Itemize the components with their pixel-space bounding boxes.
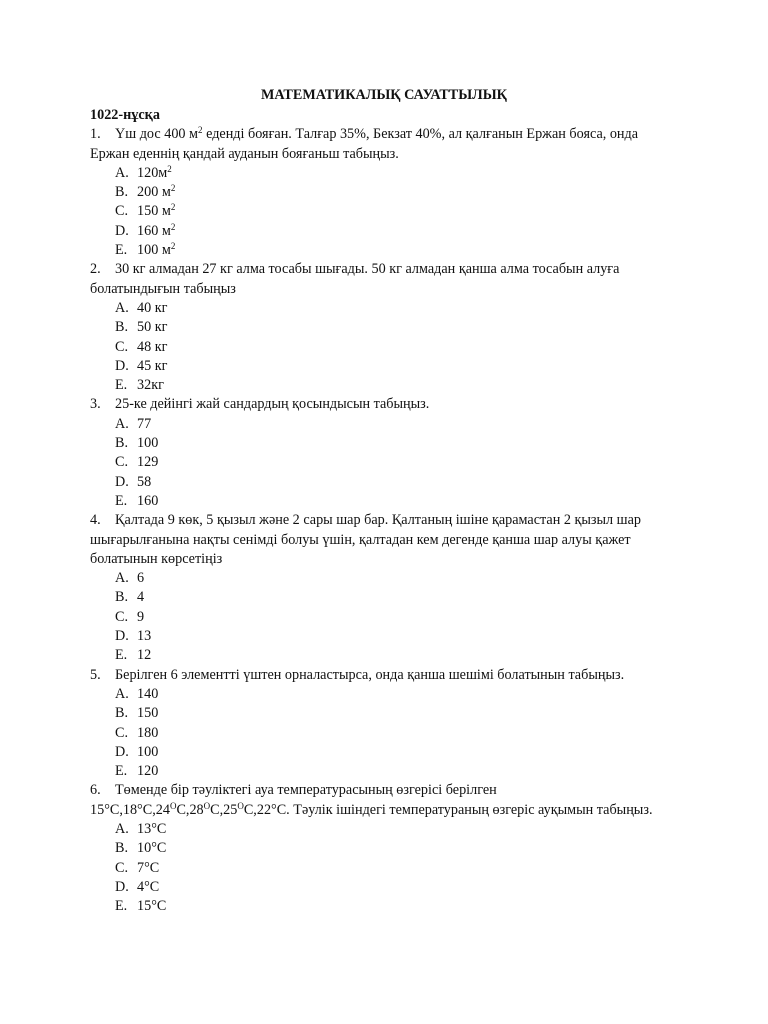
answer-option[interactable]: C. 129 [115, 454, 159, 471]
question-1 [90, 125, 680, 260]
question-number: 3. [90, 396, 101, 413]
answer-option[interactable]: D. 58 [115, 473, 152, 490]
answer-options [90, 415, 680, 511]
answer-option[interactable]: A. 40 кг [115, 299, 168, 316]
answer-option[interactable]: E. 12 [115, 647, 152, 664]
answer-option[interactable]: D. 100 [115, 743, 159, 760]
page-title: МАТЕМАТИКАЛЫҚ САУАТТЫЛЫҚ [261, 87, 507, 103]
answer-option[interactable]: E. 100 $м^2$ [115, 241, 176, 259]
answer-option[interactable]: E. 32кг [115, 377, 164, 394]
question-number: 1. [90, 126, 101, 143]
answer-options [90, 685, 680, 781]
question-text: 4. Қалтада 9 көк, 5 қызыл және 2 сары шар бар. Қалтаның ішіне қарамастан 2 қызыл шар шығарылғанына нақты сенімді болуы үшін, қалтадан кем дегенде қанша шар алуы қажет болатынын көрсетіңіз [90, 512, 641, 567]
answer-option[interactable]: C. 7°С [115, 859, 160, 876]
answer-option[interactable]: C. 48 кг [115, 338, 168, 355]
answer-option[interactable]: C. 180 [115, 724, 159, 741]
answer-option[interactable]: A. $120м^2$ [115, 163, 172, 181]
question-2 [90, 260, 680, 395]
question-number: 5. [90, 666, 101, 683]
test-content [90, 106, 680, 916]
answer-option[interactable]: B. 50 кг [115, 319, 168, 336]
question-4 [90, 511, 680, 665]
variant-label: 1022-нұсқа [90, 107, 160, 123]
answer-options [90, 820, 680, 916]
answer-option[interactable]: D. 160 $м^2$ [115, 221, 176, 239]
answer-option[interactable]: D. 4°С [115, 878, 160, 895]
answer-options [90, 569, 680, 665]
answer-option[interactable]: B. 100 [115, 435, 159, 452]
answer-option[interactable]: B. 150 [115, 705, 159, 722]
answer-option[interactable]: B. 10°С [115, 840, 167, 857]
answer-option[interactable]: A. 13°С [115, 820, 167, 837]
answer-option[interactable]: C. 150 $м^2$ [115, 202, 176, 220]
question-text: 5. Берілген 6 элементті үштен орналастырса, онда қанша шешімі болатынын табыңыз. [90, 666, 680, 685]
question-number: 4. [90, 512, 101, 529]
question-text: 6. Төменде бір тәуліктегі ауа температурасының өзгерісі берілген $15^\circ С,18^\circ С,24^ОС,28^ОС,25^ОС,22^\circ С$. Тәулік ішіндегі температураның өзгеріс ауқымын табыңыз. [90, 782, 653, 818]
answer-options [90, 299, 680, 395]
answer-option[interactable]: A. 140 [115, 685, 159, 702]
answer-option[interactable]: D. 13 [115, 628, 152, 645]
question-text: 3. 25-ке дейінгі жай сандардың қосындысын табыңыз. [90, 395, 680, 414]
answer-option[interactable]: B. 200 $м^2$ [115, 183, 176, 201]
question-3 [90, 395, 680, 511]
question-6 [90, 781, 680, 916]
question-text: 1. Үш дос 400 $м^2$ еденді бояған. Талғар 35%, Бекзат 40%, ал қалғанын Ержан бояса, онда Ержан еденнің қандай ауданын бояғаньш табыңыз. [90, 125, 639, 162]
question-5 [90, 666, 680, 782]
answer-option[interactable]: E. 15°С [115, 898, 167, 915]
answer-options [90, 164, 680, 260]
answer-option[interactable]: D. 45 кг [115, 357, 168, 374]
answer-option[interactable]: B. 4 [115, 589, 145, 606]
answer-option[interactable]: E. 120 [115, 763, 159, 780]
question-text: 2. 30 кг алмадан 27 кг алма тосабы шығады. 50 кг алмадан қанша алма тосабын алуға болатындығын табыңыз [90, 261, 620, 297]
answer-option[interactable]: A. 77 [115, 415, 152, 432]
answer-option[interactable]: E. 160 [115, 492, 159, 509]
question-number: 6. [90, 782, 101, 799]
answer-option[interactable]: A. 6 [115, 570, 145, 587]
question-number: 2. [90, 261, 101, 278]
answer-option[interactable]: C. 9 [115, 608, 145, 625]
